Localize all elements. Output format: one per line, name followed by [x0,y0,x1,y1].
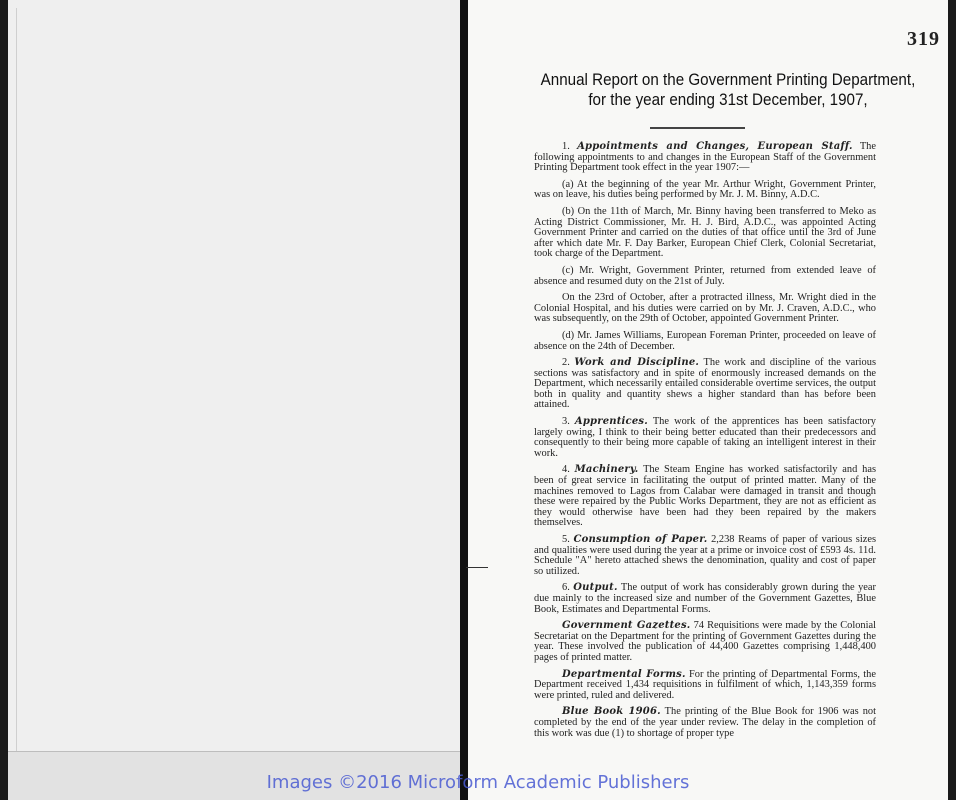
title-line-2: for the year ending 31st December, 1907, [588,91,868,109]
paragraph-text: The output of work has considerably grown during the year due mainly to the increased size and number of the Government Gazettes, Blue Book, Estimates and Departmental Forms. [534,582,876,615]
page-number: 319 [907,28,940,50]
book-gutter [460,0,468,800]
paragraph-number: 5. [562,534,570,545]
report-paragraph [534,180,876,201]
report-paragraph [534,331,876,352]
paragraph-text: For the printing of Departmental Forms, the Department received 1,434 requisitions in fulfilment of which, 1,143,359 forms were printed, ruled and delivered. [534,668,876,701]
report-paragraph [534,583,876,615]
report-paragraph [534,621,876,663]
paragraph-heading: Appointments and Changes, European Staff. [577,141,853,152]
report-paragraph [534,142,876,174]
paragraph-text: (c) Mr. Wright, Government Printer, returned from extended leave of absence and resumed duty on the 21st of July. [534,264,876,287]
paragraph-text: 2,238 Reams of paper of various sizes and qualities were used during the year at a prime or invoice cost of £593 4s. 11d. Schedule "A" hereto attached shews the denomination, quality and cost of paper so utilized. [534,534,876,577]
paragraph-text: The following appointments to and changes in the European Staff of the Government Printing Department took effect in the year 1907:— [534,141,876,174]
paragraph-heading: Machinery. [574,464,639,476]
paragraph-text: The work of the apprentices has been satisfactory largely owing, I think to their being better educated than their predecessors and consequently to their being more capable of taking an intelligent interest in their work. [534,416,876,459]
title-line-1: Annual Report on the Government Printing Department, [540,71,916,89]
report-paragraph [534,670,876,702]
paragraph-heading: Departmental Forms. [562,668,686,680]
report-paragraph [534,417,876,459]
paragraph-text: (b) On the 11th of March, Mr. Binny having been transferred to Meko as Acting District Commissioner, Mr. H. J. Bird, A.D.C., was appointed Acting Government Printer and carried on the duties of that office until the 3rd of June after which date Mr. F. Day Barker, European Chief Clerk, Colonial Secretariat, took charge of the Department. [534,205,876,260]
report-paragraph [534,293,876,325]
paragraph-text: (d) Mr. James Williams, European Foreman Printer, proceeded on leave of absence on the 24th of December. [534,329,876,352]
paragraph-text: (a) At the beginning of the year Mr. Arthur Wright, Government Printer, was on leave, his duties being performed by Mr. J. M. Binny, A.D.C. [534,178,876,201]
paragraph-heading: Apprentices. [574,416,648,428]
left-page-border [16,8,460,752]
paragraph-heading: Consumption of Paper. [573,534,708,545]
paragraph-number: 1. [562,141,570,152]
report-body [534,142,876,745]
paragraph-number: 4. [562,464,570,476]
watermark-credit: Images ©2016 Microform Academic Publishers [266,772,690,793]
paragraph-text: On the 23rd of October, after a protracted illness, Mr. Wright died in the Colonial Hospital, and his duties were carried on by Mr. J. Craven, A.D.C., who was subsequently, on the 29th of October, appointed Government Printer. [534,292,876,325]
paragraph-number: 2. [562,357,570,369]
paragraph-heading: Work and Discipline. [574,357,700,369]
left-blank-page [8,0,460,800]
paragraph-heading: Blue Book 1906. [562,706,661,718]
report-paragraph [534,207,876,260]
margin-mark [466,567,488,568]
report-paragraph [534,465,876,529]
paragraph-number: 3. [562,416,570,428]
report-paragraph [534,707,876,739]
report-paragraph [534,358,876,411]
paragraph-text: 74 Requisitions were made by the Colonial Secretariat on the Department for the printing of Government Gazettes during the year. These involved the publication of 44,400 Gazettes comprising 1,448,400 pages of printed matter. [534,620,876,663]
report-page [468,0,948,800]
paragraph-number: 6. [562,582,570,594]
paragraph-text: The work and discipline of the various sections was satisfactory and in spite of enormously increased demands on the Department, which necessarily entailed considerable overtime services, the output both in quality and quantity shews a higher standard than has before been attained. [534,357,876,411]
paragraph-text: The Steam Engine has worked satisfactorily and has been of great service in facilitating the output of printed matter. Many of the machines removed to Lagos from Calabar were damaged in transit and though these were repaired by the Public Works Department, they are not as efficient as they would otherwise have been had they been repaired by the makers themselves. [534,464,876,529]
paragraph-heading: Government Gazettes. [562,620,691,632]
report-title [526,70,931,110]
paragraph-heading: Output. [573,582,618,594]
report-paragraph [534,266,876,287]
paragraph-text: The printing of the Blue Book for 1906 was not completed by the end of the year under review. The delay in the completion of this work was due (1) to shortage of proper type [534,706,876,739]
report-paragraph [534,535,876,577]
title-divider [650,127,745,129]
